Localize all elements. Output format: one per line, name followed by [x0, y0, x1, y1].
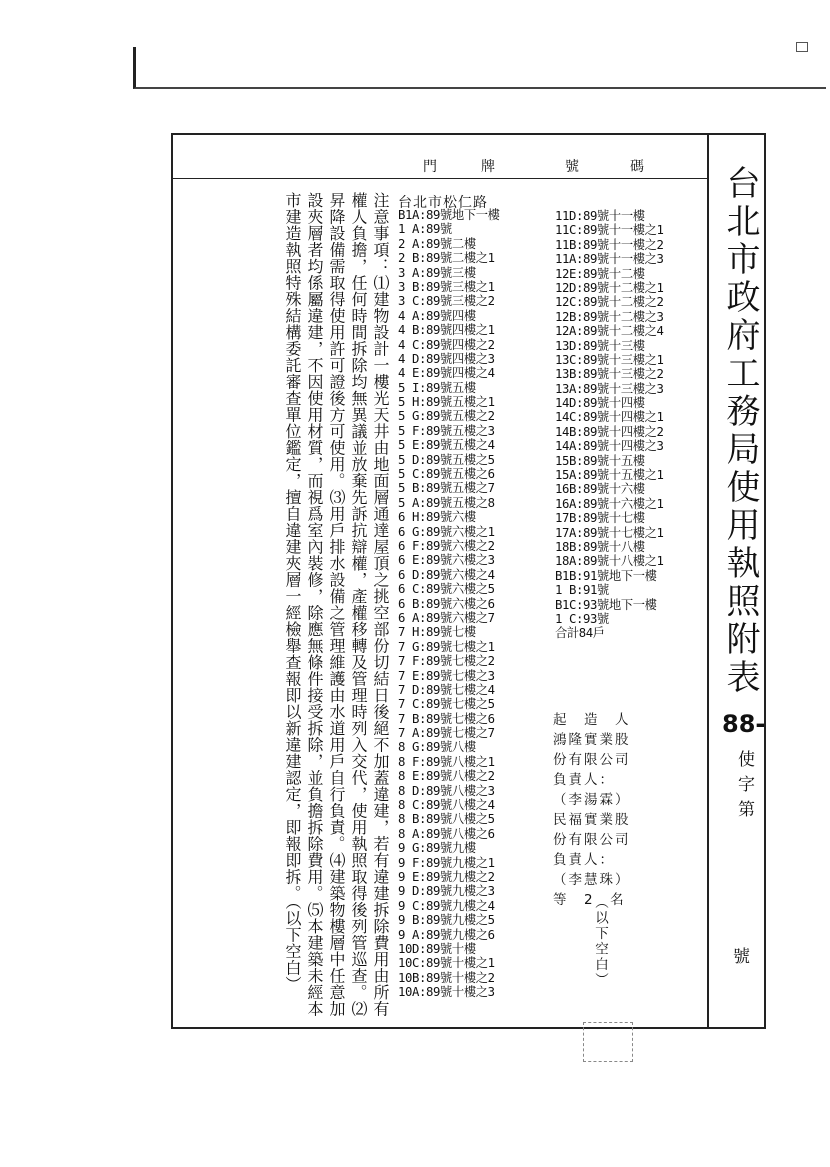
- address-row: 15A:89號十五樓之1: [555, 468, 664, 483]
- header-char-3: 號: [565, 159, 581, 175]
- builder-line: 鴻隆實業股: [553, 732, 631, 748]
- address-row: 14B:89號十四樓之2: [555, 424, 664, 439]
- address-row: 10D:89號十樓: [398, 941, 476, 956]
- header-char-2: 牌: [481, 159, 497, 175]
- address-row: 2 A:89號二樓: [398, 236, 476, 251]
- address-row: 8 C:89號八樓之4: [398, 798, 495, 813]
- address-row: 2 B:89號二樓之1: [398, 251, 495, 266]
- address-row: 12E:89號十二樓: [555, 266, 645, 281]
- address-row: 12A:89號十二樓之4: [555, 324, 664, 339]
- header-rule: [171, 178, 707, 179]
- address-row: 12D:89號十二樓之1: [555, 280, 664, 295]
- address-row: 18A:89號十八樓之1: [555, 554, 664, 569]
- builder-blank-note: （以下空白）: [592, 895, 608, 988]
- address-row: 9 E:89號九樓之2: [398, 869, 495, 884]
- address-row: 5 C:89號五樓之6: [398, 467, 495, 482]
- address-row: 5 B:89號五樓之7: [398, 481, 495, 496]
- address-row: 5 F:89號五樓之3: [398, 423, 495, 438]
- address-row: 17A:89號十七樓之1: [555, 525, 664, 540]
- document-word: 使字第: [734, 750, 754, 825]
- address-row: 13D:89號十三樓: [555, 338, 645, 353]
- scan-corner-mark: [796, 42, 808, 52]
- street-name: 台北市松仁路: [398, 195, 488, 211]
- address-row: 7 B:89號七樓之6: [398, 711, 495, 726]
- address-row: 11B:89號十一樓之2: [555, 237, 664, 252]
- address-row: 4 E:89號四樓之4: [398, 366, 495, 381]
- address-row: 14D:89號十四樓: [555, 396, 645, 411]
- address-row: 11C:89號十一樓之1: [555, 223, 664, 238]
- address-row: 8 F:89號八樓之1: [398, 754, 495, 769]
- address-row: 8 B:89號八樓之5: [398, 812, 495, 827]
- column-header: [171, 158, 707, 178]
- address-row: 6 D:89號六樓之4: [398, 567, 495, 582]
- address-row: 13B:89號十三樓之2: [555, 367, 664, 382]
- address-row: 3 C:89號三樓之2: [398, 294, 495, 309]
- address-row: 4 A:89號四樓: [398, 308, 476, 323]
- address-row: 7 D:89號七樓之4: [398, 682, 495, 697]
- header-char-1: 門: [423, 159, 439, 175]
- address-row: 9 C:89號九樓之4: [398, 898, 495, 913]
- address-row: 9 F:89號九樓之1: [398, 855, 495, 870]
- address-row: 5 A:89號五樓之8: [398, 495, 495, 510]
- address-row: 4 D:89號四樓之3: [398, 351, 495, 366]
- address-row: 10C:89號十樓之1: [398, 956, 495, 971]
- address-row: 16A:89號十六樓之1: [555, 496, 664, 511]
- document-number: 88-: [722, 710, 766, 738]
- document-title: 台北市政府工務局使用執照附表: [720, 165, 760, 697]
- address-row: 3 B:89號三樓之1: [398, 279, 495, 294]
- address-row: 9 D:89號九樓之3: [398, 884, 495, 899]
- address-list-1: [398, 208, 500, 999]
- address-row: 5 E:89號五樓之4: [398, 438, 495, 453]
- builder-line: 份有限公司: [553, 832, 631, 848]
- address-row: 7 C:89號七樓之5: [398, 697, 495, 712]
- address-row: 1 B:91號: [555, 583, 609, 598]
- address-row: 9 B:89號九樓之5: [398, 913, 495, 928]
- address-row: 5 H:89號五樓之1: [398, 395, 495, 410]
- document-hao: 號: [733, 947, 750, 967]
- address-row: B1B:91號地下一樓: [555, 568, 657, 583]
- address-row: 5 I:89號五樓: [398, 380, 476, 395]
- address-row: 5 G:89號五樓之2: [398, 409, 495, 424]
- address-row: B1A:89號地下一樓: [398, 208, 500, 222]
- address-row: 6 F:89號六樓之2: [398, 538, 495, 553]
- address-row: 1 C:93號: [555, 611, 609, 626]
- address-row: 10B:89號十樓之2: [398, 970, 495, 985]
- seal-stamp: [583, 1022, 633, 1062]
- notes-text: 注意事項：⑴建物設計一樓光天井由地面層通達屋頂之挑空部份切結日後絕不加蓋違建，若有違建拆除費用由所有權人負擔，任何時間拆除均無異議並放棄先訴抗辯權，產權移轉及管理時列入交代，使用執照取得後列管巡查。⑵昇降設備需取得使用許可證後方可使用。⑶用戶排水設備之管理維護由水道用戶自行負責。⑷建築物樓層中任意加設夾層者均係屬違建，不因使用材質，而視爲室內裝修，除應無條件接受拆除，並負擔拆除費用。⑸本建築未經本市建造執照特殊結構委託審查單位鑑定，擅自違建夾層一經檢舉查報即以新違建認定，即報即拆。（以下空白）: [283, 192, 390, 1017]
- address-row: 7 A:89號七樓之7: [398, 726, 495, 741]
- address-row: 8 A:89號八樓之6: [398, 826, 495, 841]
- address-row: 6 H:89號六樓: [398, 510, 476, 525]
- builder-block: [553, 710, 663, 910]
- address-row: 10A:89號十樓之3: [398, 985, 495, 1000]
- address-row: 7 G:89號七樓之1: [398, 639, 495, 654]
- builder-line: （李慧珠）: [553, 872, 631, 888]
- builder-line: 民福實業股: [553, 812, 631, 828]
- address-row: 13A:89號十三樓之3: [555, 381, 664, 396]
- address-row: 6 B:89號六樓之6: [398, 596, 495, 611]
- address-row: 9 G:89號九樓: [398, 841, 476, 856]
- address-row: B1C:93號地下一樓: [555, 597, 657, 612]
- address-row: 8 E:89號八樓之2: [398, 769, 495, 784]
- address-row: 合計84戶: [555, 626, 605, 641]
- address-row: 6 C:89號六樓之5: [398, 582, 495, 597]
- address-row: 12B:89號十二樓之3: [555, 309, 664, 324]
- address-row: 3 A:89號三樓: [398, 265, 476, 280]
- address-row: 14C:89號十四樓之1: [555, 410, 664, 425]
- builder-line: 負責人：: [553, 852, 615, 868]
- builder-line: （李湯霖）: [553, 792, 631, 808]
- address-row: 8 D:89號八樓之3: [398, 783, 495, 798]
- address-row: 17B:89號十七樓: [555, 511, 645, 526]
- address-row: 12C:89號十二樓之2: [555, 295, 664, 310]
- address-row: 6 G:89號六樓之1: [398, 524, 495, 539]
- address-row: 6 A:89號六樓之7: [398, 610, 495, 625]
- address-row: 14A:89號十四樓之3: [555, 439, 664, 454]
- address-row: 5 D:89號五樓之5: [398, 452, 495, 467]
- address-row: 7 F:89號七樓之2: [398, 654, 495, 669]
- address-row: 7 E:89號七樓之3: [398, 668, 495, 683]
- address-list-2: [555, 209, 664, 641]
- address-row: 13C:89號十三樓之1: [555, 352, 664, 367]
- builder-line: 負責人：: [553, 772, 615, 788]
- address-row: 15B:89號十五樓: [555, 453, 645, 468]
- address-row: 7 H:89號七樓: [398, 625, 476, 640]
- address-row: 9 A:89號九樓之6: [398, 927, 495, 942]
- address-row: 1 A:89號: [398, 222, 452, 237]
- header-char-4: 碼: [630, 159, 646, 175]
- address-row: 11A:89號十一樓之3: [555, 252, 664, 267]
- address-row: 8 G:89號八樓: [398, 740, 476, 755]
- address-row: 18B:89號十八樓: [555, 539, 645, 554]
- scan-edge-bar: [133, 47, 826, 89]
- address-row: 11D:89號十一樓: [555, 209, 645, 223]
- address-row: 6 E:89號六樓之3: [398, 553, 495, 568]
- builder-line: 份有限公司: [553, 752, 631, 768]
- address-row: 4 C:89號四樓之2: [398, 337, 495, 352]
- address-row: 16B:89號十六樓: [555, 482, 645, 497]
- builder-line: 等 2 名: [553, 892, 626, 908]
- builder-line: 起 造 人: [553, 712, 631, 728]
- address-row: 4 B:89號四樓之1: [398, 323, 495, 338]
